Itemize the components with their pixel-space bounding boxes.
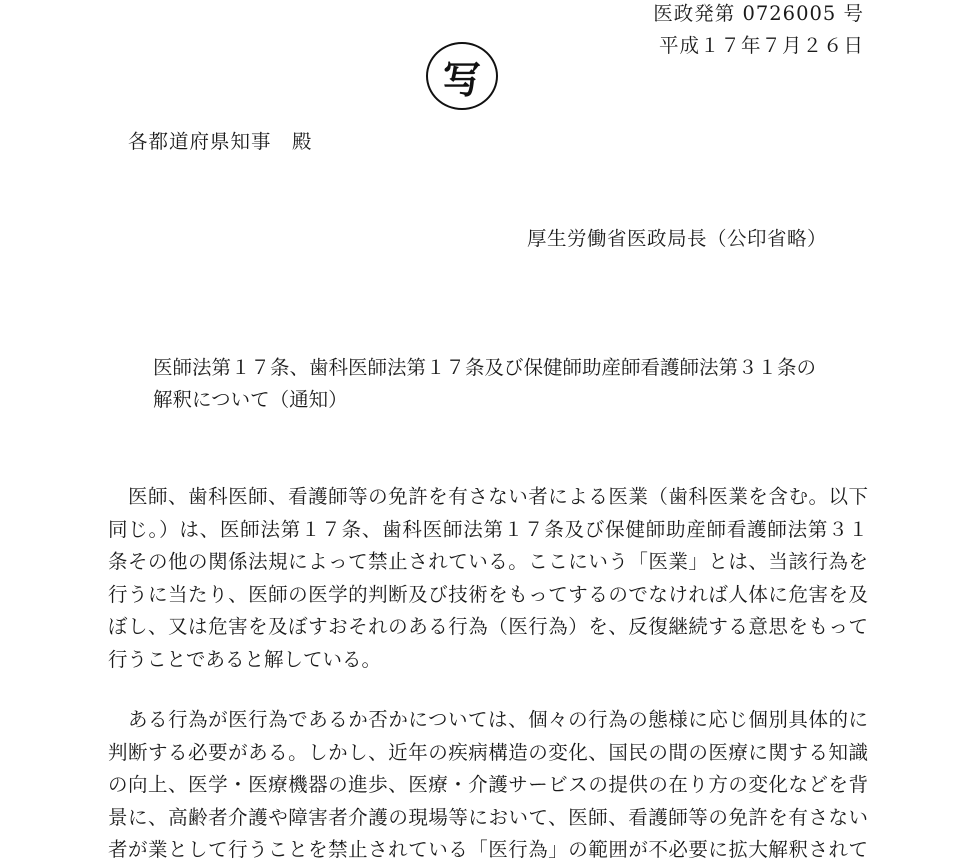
paragraph-line: 判断する必要がある。しかし、近年の疾病構造の変化、国民の間の医療に関する知識 — [108, 740, 868, 764]
paragraph-line: の向上、医学・医療機器の進歩、医療・介護サービスの提供の在り方の変化などを背 — [108, 773, 868, 796]
notice-title-line-1: 医師法第１７条、歯科医師法第１７条及び保健師助産師看護師法第３１条の — [153, 356, 817, 379]
paragraph-line: 者が業として行うことを禁止されている「医行為」の範囲が不必要に拡大解釈されて — [108, 838, 868, 861]
paragraph-line: 景に、高齢者介護や障害者介護の現場等において、医師、看護師等の免許を有さない — [108, 805, 868, 829]
paragraph-line: 同じ。）は、医師法第１７条、歯科医師法第１７条及び保健師助産師看護師法第３１ — [108, 517, 868, 541]
copy-stamp: 写 — [426, 42, 498, 110]
paragraph-line: ぼし、又は危害を及ぼすおそれのある行為（医行為）を、反復継続する意思をもって — [108, 615, 868, 638]
paragraph-line: 条その他の関係法規によって禁止されている。ここにいう「医業」とは、当該行為を — [108, 550, 868, 573]
document-date: 平成１７年７月２６日 — [658, 34, 864, 57]
paragraph-line: 医師、歯科医師、看護師等の免許を有さない者による医業（歯科医業を含む。以下 — [108, 485, 868, 508]
document-number: 医政発第 0726005 号 — [653, 2, 864, 25]
paragraph-line: ある行為が医行為であるか否かについては、個々の行為の態様に応じ個別具体的に — [108, 708, 868, 731]
sender: 厚生労働省医政局長（公印省略） — [527, 227, 828, 250]
notice-title-line-2: 解釈について（通知） — [153, 388, 348, 411]
body-paragraph-2 — [108, 704, 868, 867]
paragraph-line: 行うに当たり、医師の医学的判断及び技術をもってするのでなければ人体に危害を及 — [108, 582, 868, 606]
body-paragraph-1 — [108, 481, 868, 676]
addressee: 各都道府県知事 殿 — [128, 130, 313, 153]
paragraph-line: 行うことであると解している。 — [108, 647, 382, 671]
